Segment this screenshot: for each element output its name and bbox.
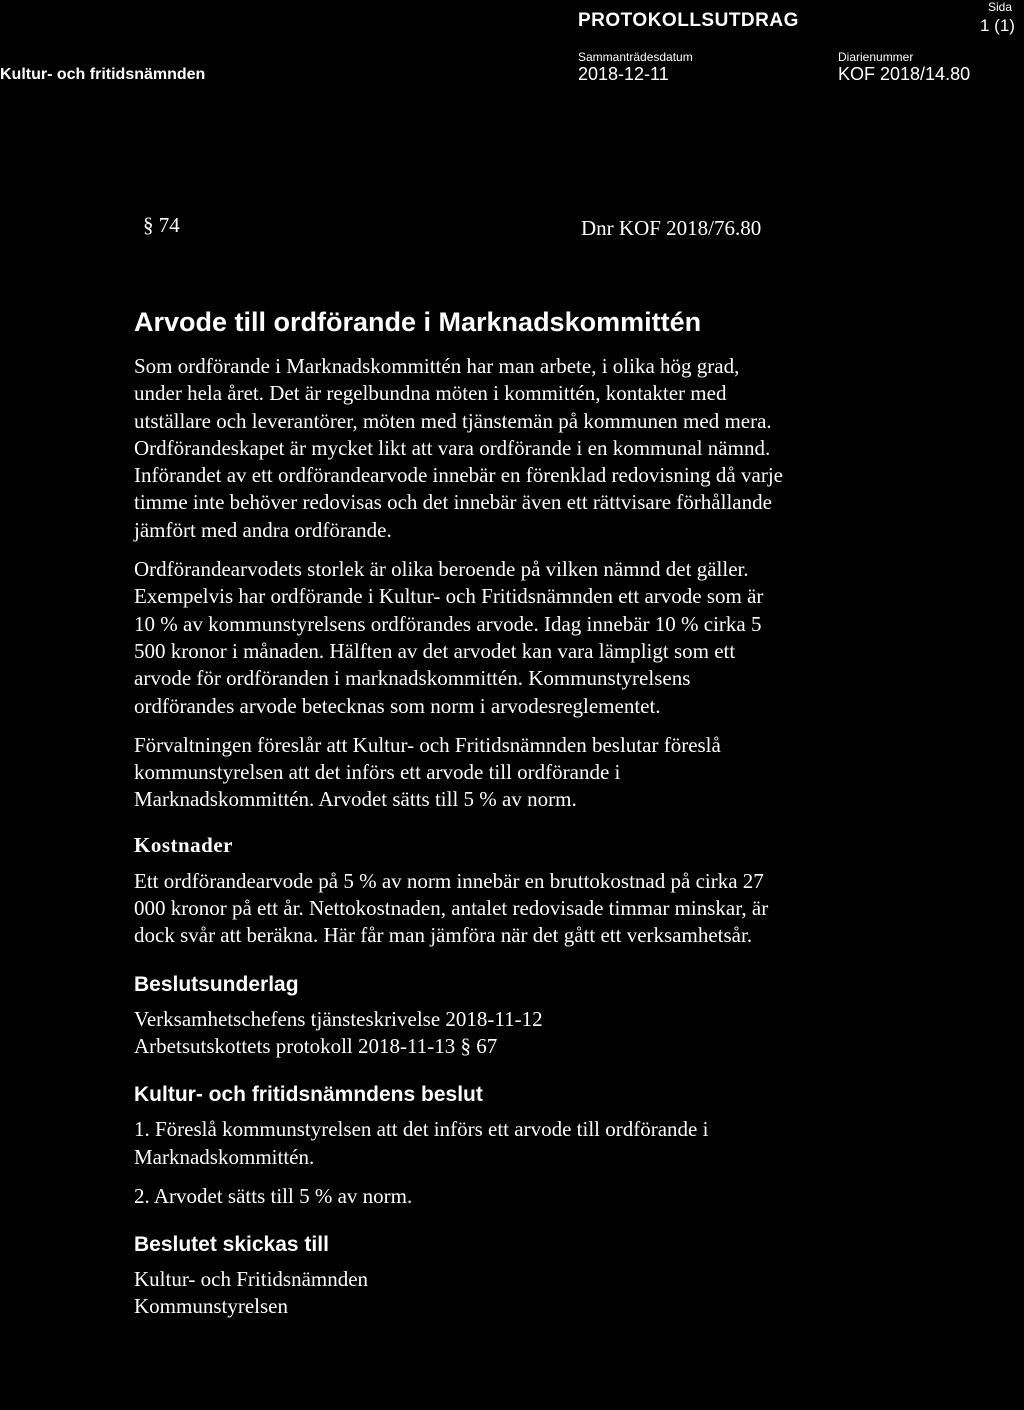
decision-basis-list: Verksamhetschefens tjänsteskrivelse 2018-11-12 Arbetsutskottets protokoll 2018-11-13 § 67 (134, 1006, 543, 1058)
body-paragraph: Ordförandearvodets storlek är olika beroende på vilken nämnd det gäller. Exempelvis har ordförande i Kultur- och Fritidsnämnden ett arvode som är 10 % av kommunstyrelsens ordförandes arvode. Idag innebär 10 % cirka 5 500 kronor i månaden. Hälften av det arvodet kan vara lämpligt som ett arvode för ordföranden i marknadskommittén. Kommunstyrelsens ordförandes arvode betecknas som norm i arvodesreglementet. (134, 557, 764, 718)
paragraph-number: § 74 (143, 213, 180, 237)
registration-number: KOF 2018/14.80 (838, 64, 971, 84)
decision-item: 2. Arvodet sätts till 5 % av norm. (134, 1183, 413, 1208)
case-reference: Dnr KOF 2018/76.80 (581, 216, 762, 240)
decision-item: 1. Föreslå kommunstyrelsen att det införs ett arvode till ordförande i Marknadskommittén. (134, 1117, 709, 1169)
section-heading-decision-basis: Beslutsunderlag (134, 972, 299, 996)
meeting-date-label: Sammanträdesdatum (578, 50, 693, 64)
recipients-list: Kultur- och Fritidsnämnden Kommunstyrelsen (134, 1267, 369, 1319)
meeting-date: 2018-12-11 (578, 64, 669, 84)
document-type: PROTOKOLLSUTDRAG (578, 10, 799, 31)
body-paragraph: Förvaltningen föreslår att Kultur- och Fritidsnämnden beslutar föreslå kommunstyrelsen att det införs ett arvode till ordförande i Marknadskommittén. Arvodet sätts till 5 % av norm. (134, 732, 721, 812)
section-heading-recipients: Beslutet skickas till (134, 1233, 329, 1257)
section-heading-costs: Kostnader (134, 832, 233, 857)
document-title: Arvode till ordförande i Marknadskommittén (134, 307, 702, 337)
registration-number-label: Diarienummer (838, 50, 914, 64)
page-number: 1 (1) (980, 16, 1015, 35)
document-body (134, 305, 974, 1333)
section-heading-decision: Kultur- och fritidsnämndens beslut (134, 1083, 483, 1107)
body-paragraph: Som ordförande i Marknadskommittén har man arbete, i olika hög grad, under hela året. Det är regelbundna möten i kommittén, kontakter med utställare och leverantörer, möten med tjänstemän på kommunen med mera. Ordförandeskapet är mycket likt att vara ordförande i en kommunal nämnd. Införandet av ett ordförandearvode innebär en förenklad redovisning då varje timme inte behöver redovisas och det innebär även ett rättvisare förhållande jämfört med andra ordförande. (134, 354, 783, 542)
organization-name: Kultur- och fritidsnämnden (0, 66, 206, 83)
costs-paragraph: Ett ordförandearvode på 5 % av norm innebär en bruttokostnad på cirka 27 000 kronor på ett år. Nettokostnaden, antalet redovisade timmar minskar, är dock svår att beräkna. Här får man jämföra när det gått ett verksamhetsår. (134, 868, 769, 948)
page-label: Sida (988, 0, 1013, 14)
